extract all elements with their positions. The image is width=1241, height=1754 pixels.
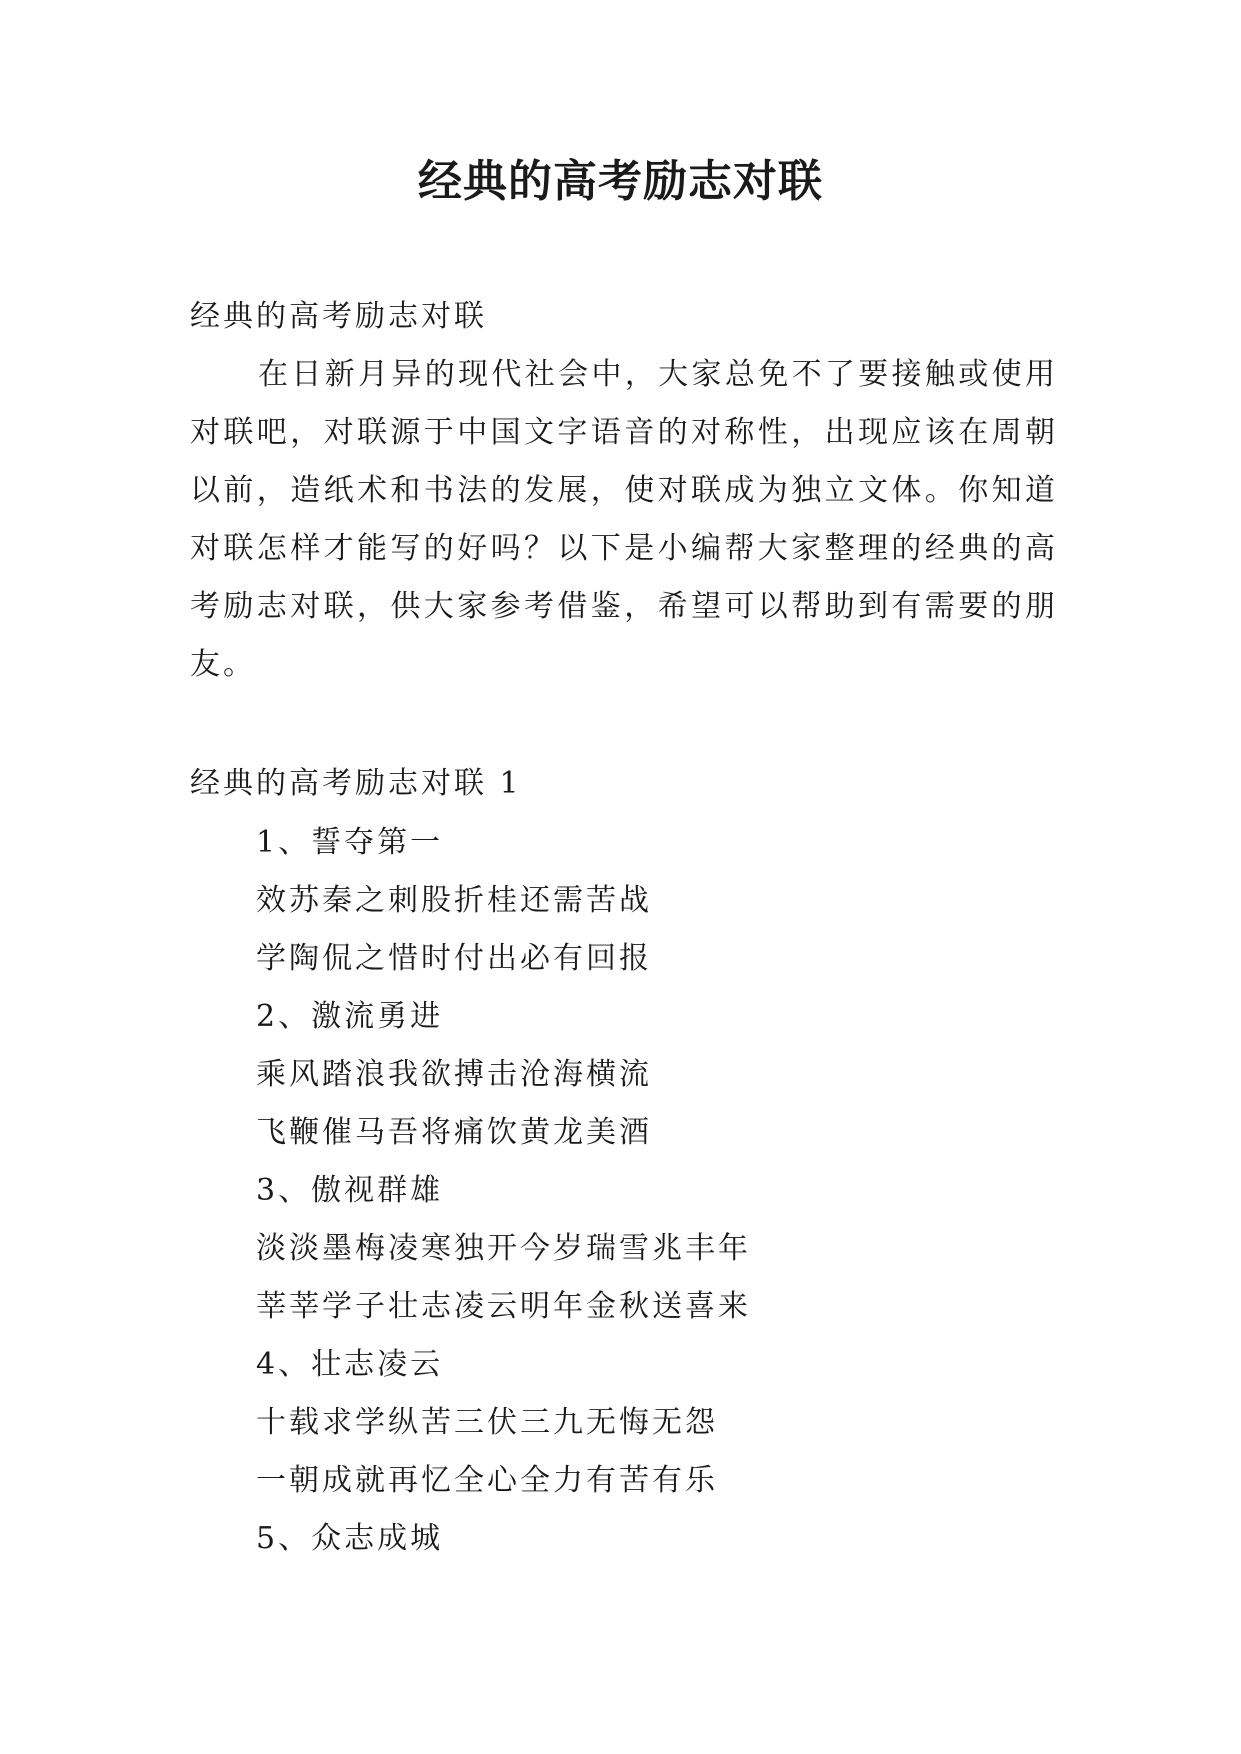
couplet-item [256, 988, 1056, 1162]
couplet-first-line: 效苏秦之刺股折桂还需苦战 [256, 883, 652, 918]
couplet-item [256, 1162, 1056, 1336]
couplet-second-line: 一朝成就再忆全心全力有苦有乐 [256, 1463, 718, 1498]
document-title: 经典的高考励志对联 [418, 156, 823, 207]
couplet-first-line: 淡淡墨梅凌寒独开今岁瑞雪兆丰年 [256, 1231, 751, 1266]
couplet-list [256, 814, 1056, 1568]
couplet-heading: 4、壮志凌云 [256, 1347, 444, 1382]
couplet-first-line: 十载求学纵苦三伏三九无悔无怨 [256, 1405, 718, 1440]
couplet-second-line: 学陶侃之惜时付出必有回报 [256, 941, 652, 976]
intro-paragraph: 在日新月异的现代社会中，大家总免不了要接触或使用对联吧，对联源于中国文字语音的对称性，出现应该在周朝以前，造纸术和书法的发展，使对联成为独立文体。你知道对联怎样才能写的好吗？以下是小编帮大家整理的经典的高考励志对联，供大家参考借鉴，希望可以帮助到有需要的朋友。 [190, 357, 1058, 682]
couplet-item [256, 1510, 1056, 1568]
section-heading: 经典的高考励志对联 1 [190, 766, 522, 801]
couplet-second-line: 莘莘学子壮志凌云明年金秋送喜来 [256, 1289, 751, 1324]
couplet-heading: 1、誓夺第一 [256, 825, 444, 860]
couplet-item [256, 1336, 1056, 1510]
couplet-heading: 2、激流勇进 [256, 999, 444, 1034]
document-subtitle: 经典的高考励志对联 [190, 299, 487, 334]
couplet-heading: 3、傲视群雄 [256, 1173, 444, 1208]
couplet-item [256, 814, 1056, 988]
couplet-heading: 5、众志成城 [256, 1521, 444, 1556]
couplet-second-line: 飞鞭催马吾将痛饮黄龙美酒 [256, 1115, 652, 1150]
couplet-first-line: 乘风踏浪我欲搏击沧海横流 [256, 1057, 652, 1092]
